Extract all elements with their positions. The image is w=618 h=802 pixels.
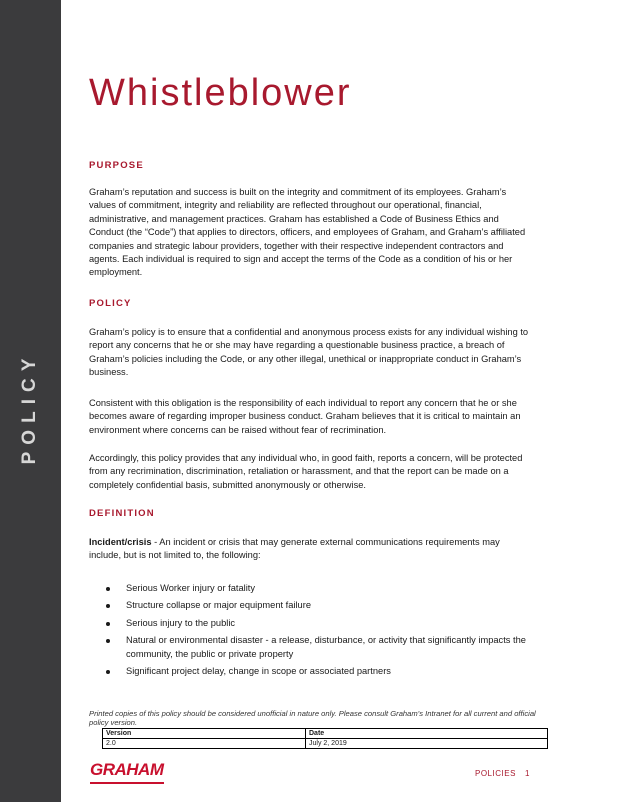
page-title: Whistleblower	[89, 72, 352, 114]
date-value: July 2, 2019	[306, 739, 548, 749]
purpose-paragraph: Graham’s reputation and success is built on the integrity and commitment of its employees. Graham’s values of commitment, integrity and reliability are reflected throughout our operational, financial, administrative, and management practices. Graham has established a Code of Business Ethics and Conduct (the “Code”) that applies to directors, officers, and employees of Graham, and Graham’s affiliated companies and strategic labour providers, together with their respective independent contractors and agents. Each individual is required to sign and accept the terms of the Code as a condition of his or her employment.	[89, 187, 526, 278]
policy-paragraph-2: Consistent with this obligation is the responsibility of each individual to report any concern that he or she becomes aware of regarding improper business conduct. Graham believes that it is critical to maintain an environment where concerns can be raised without fear of recrimination.	[89, 398, 521, 435]
list-item: Significant project delay, change in scope or associated partners	[104, 665, 534, 678]
page-number: 1	[525, 769, 530, 778]
purpose-heading: PURPOSE	[89, 160, 144, 171]
date-header: Date	[306, 729, 548, 739]
list-item: Natural or environmental disaster - a release, disturbance, or activity that significantly impacts the community, the public or private property	[104, 634, 534, 661]
table-row	[103, 739, 548, 749]
definition-paragraph	[89, 536, 529, 563]
definition-term: Incident/crisis	[89, 537, 152, 547]
policy-paragraph-3: Accordingly, this policy provides that any individual who, in good faith, reports a concern, will be protected from any recrimination, discrimination, retaliation or harassment, and that the report can be made on a completely confidential basis, submitted anonymously or otherwise.	[89, 453, 523, 490]
version-header: Version	[103, 729, 306, 739]
policy-paragraph-1: Graham’s policy is to ensure that a confidential and anonymous process exists for any individual wishing to report any concerns that he or she may have regarding a questionable business practice, a breach of Graham’s policies including the Code, or any other illegal, unethical or inappropriate conduct in Graham’s business.	[89, 327, 529, 378]
sidebar-band	[0, 0, 61, 802]
version-value: 2.0	[103, 739, 306, 749]
graham-logo: GRAHAM	[90, 760, 164, 784]
footer-section-label: POLICIES	[475, 769, 516, 778]
version-table	[102, 728, 548, 749]
list-item: Structure collapse or major equipment failure	[104, 599, 534, 612]
definition-text: - An incident or crisis that may generate external communications requirements may include, but is not limited to, the following:	[89, 537, 500, 561]
table-header-row	[103, 729, 548, 739]
sidebar-policy-label: POLICY	[19, 351, 40, 465]
print-disclaimer: Printed copies of this policy should be considered unofficial in nature only. Please consult Graham’s Intranet for all current and official policy version.	[89, 709, 536, 728]
definition-bullet-list	[104, 582, 534, 682]
policy-heading: POLICY	[89, 298, 132, 309]
list-item: Serious Worker injury or fatality	[104, 582, 534, 595]
definition-heading: DEFINITION	[89, 508, 155, 519]
list-item: Serious injury to the public	[104, 617, 534, 630]
